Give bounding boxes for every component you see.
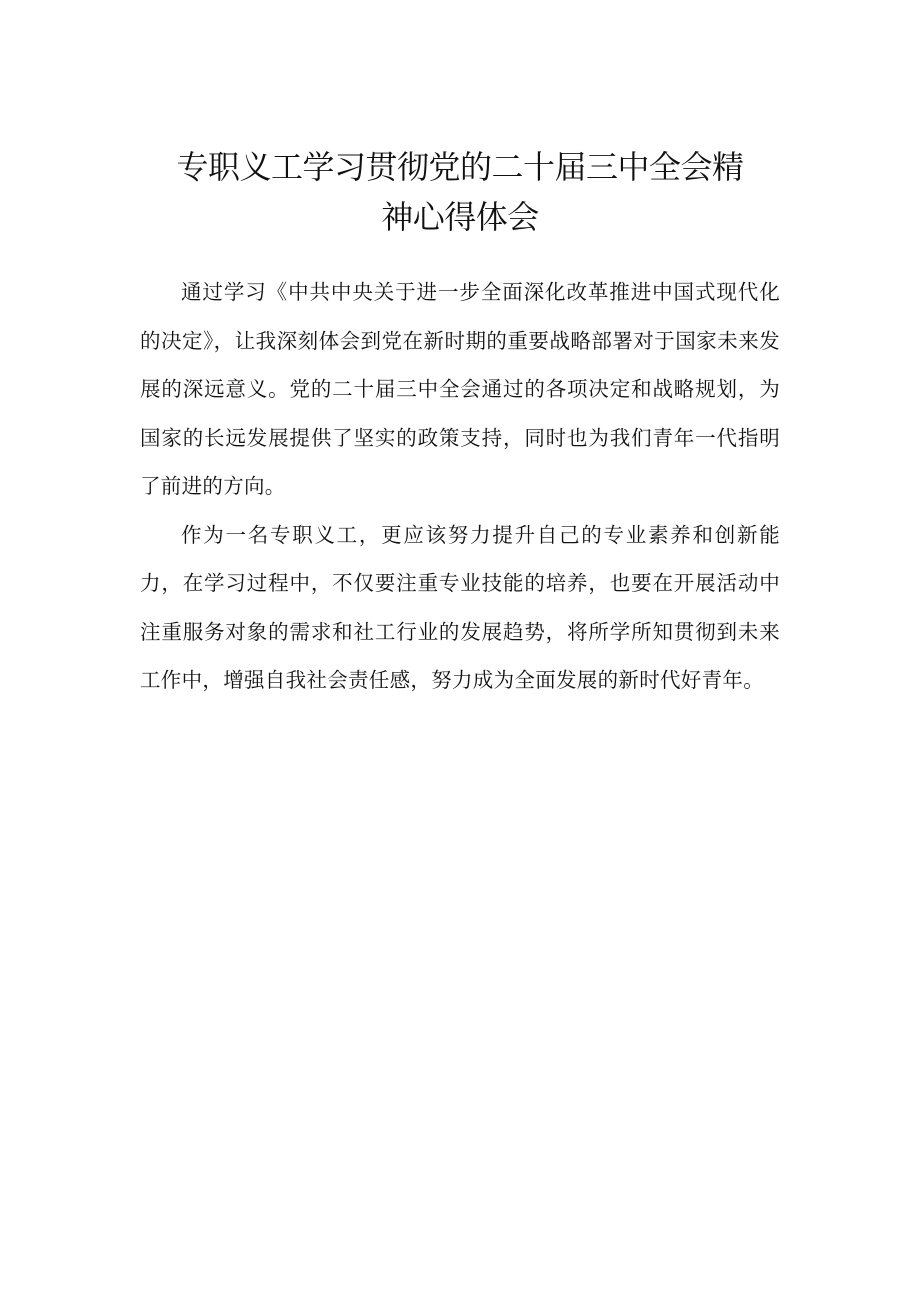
title-line-2: 神心得体会 <box>381 198 539 236</box>
paragraph-1: 通过学习《中共中央关于进一步全面深化改革推进中国式现代化的决定》，让我深刻体会到党在新时期的重要战略部署对于国家未来发展的深远意义。党的二十届三中全会通过的各项决定和战略规划，为国家的长远发展提供了坚实的政策支持，同时也为我们青年一代指明了前进的方向。 <box>140 280 780 498</box>
document-body <box>140 268 780 705</box>
paragraph-2: 作为一名专职义工，更应该努力提升自己的专业素养和创新能力，在学习过程中，不仅要注重专业技能的培养，也要在开展活动中注重服务对象的需求和社工行业的发展趋势，将所学所知贯彻到未来工作中，增强自我社会责任感，努力成为全面发展的新时代好青年。 <box>140 522 780 692</box>
document-title <box>140 142 780 242</box>
title-line-1: 专职义工学习贯彻党的二十届三中全会精 <box>176 148 744 186</box>
